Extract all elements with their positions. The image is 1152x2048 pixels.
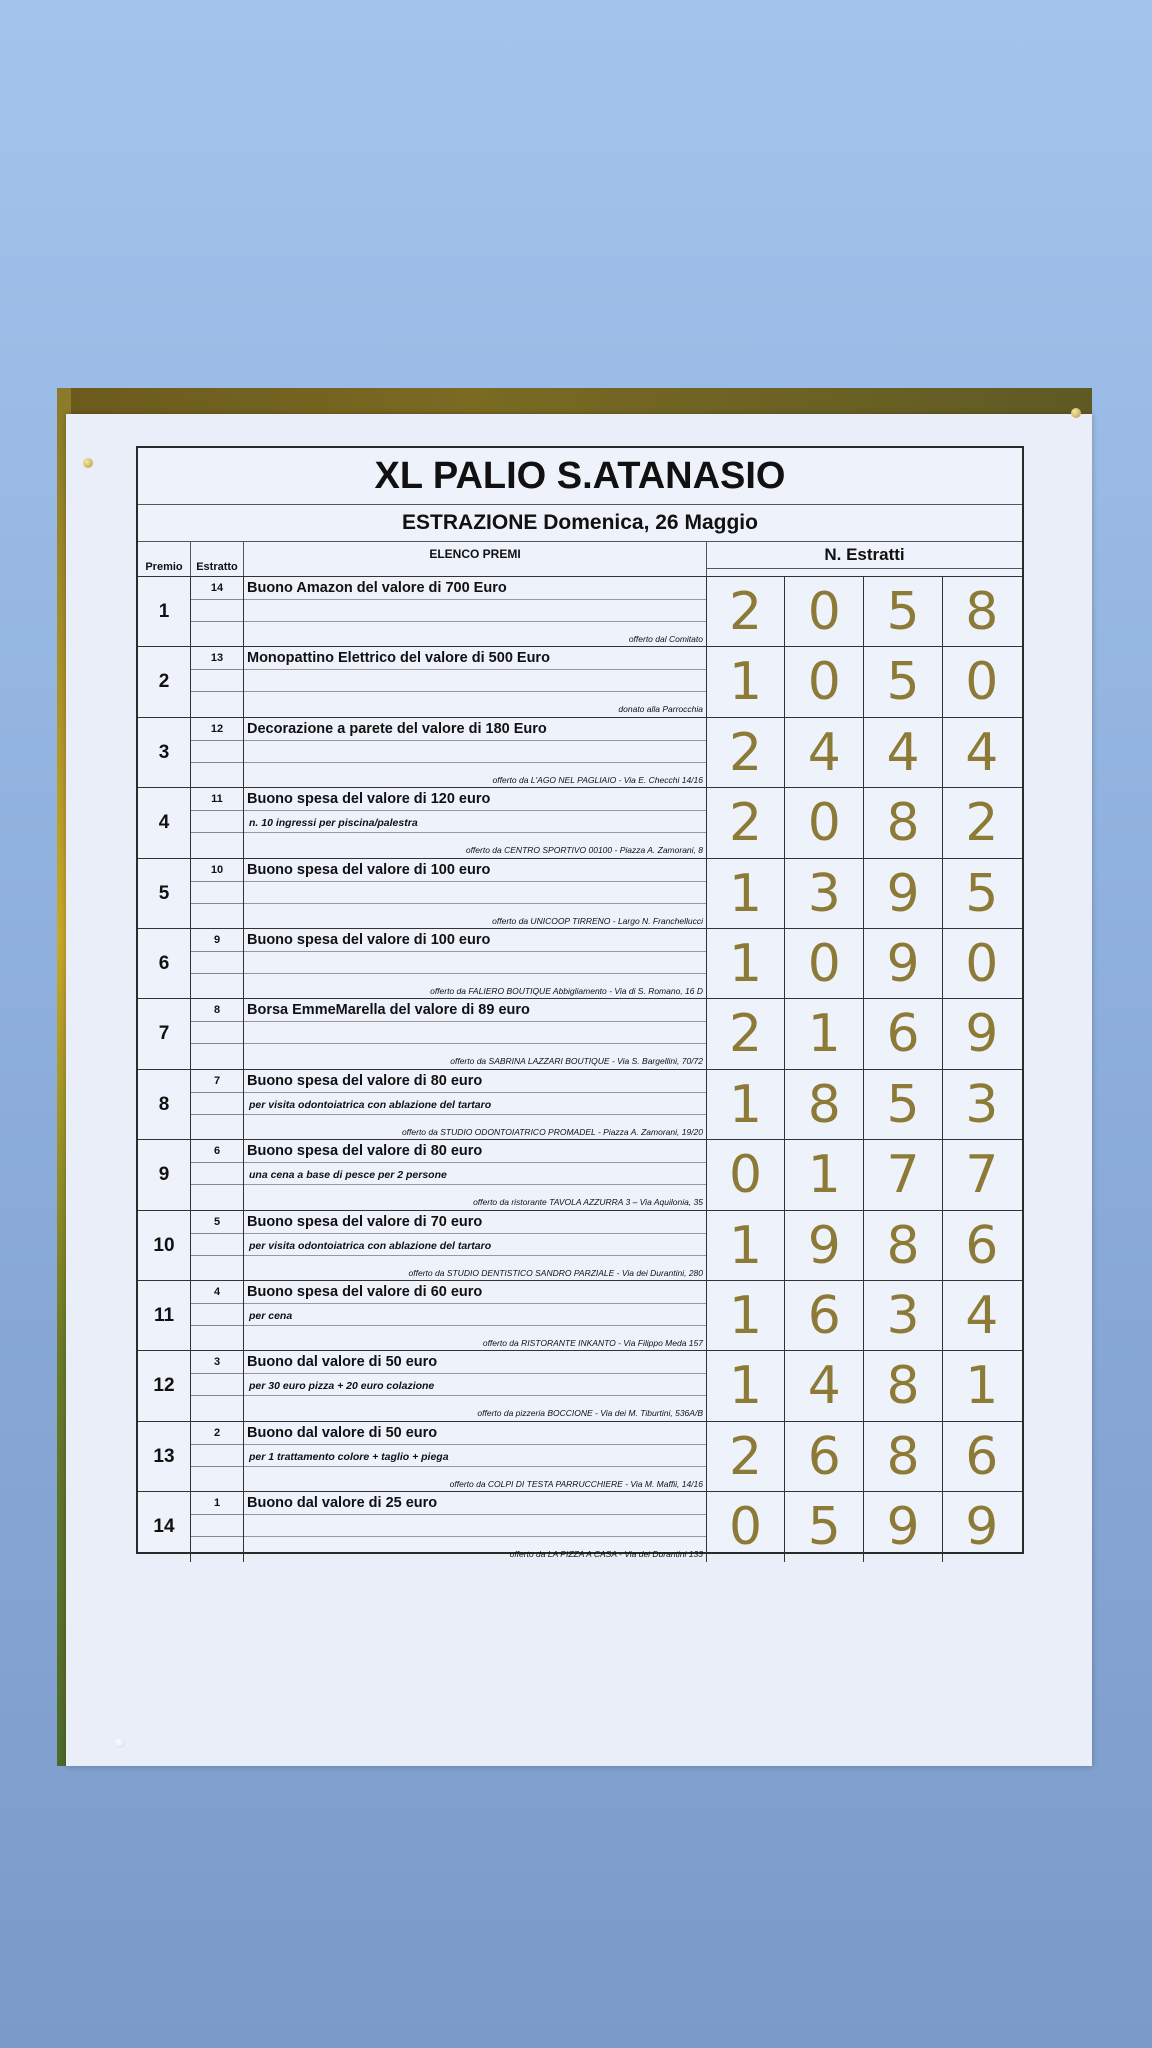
draw-order-cell xyxy=(191,1422,244,1492)
prize-rank: 12 xyxy=(138,1351,191,1421)
table-row xyxy=(138,1350,1022,1421)
rule-line xyxy=(244,1373,706,1374)
table-row xyxy=(138,1069,1022,1140)
rule-line xyxy=(191,1325,243,1326)
drawn-digit: 2 xyxy=(707,999,785,1069)
prize-donor: offerto da LA PIZZA A CASA - Via dei Durantini 133 xyxy=(509,1549,703,1560)
draw-order-cell xyxy=(191,788,244,858)
drawn-digit: 1 xyxy=(707,647,785,717)
prize-rank: 4 xyxy=(138,788,191,858)
prize-donor: offerto da RISTORANTE INKANTO - Via Filippo Meda 157 xyxy=(482,1338,703,1348)
rule-line xyxy=(191,1233,243,1234)
drawn-digit: 0 xyxy=(786,577,864,647)
prize-rank: 10 xyxy=(138,1211,191,1281)
rule-line xyxy=(244,973,706,974)
prize-note: n. 10 ingressi per piscina/palestra xyxy=(249,817,418,830)
column-header-elenco-premi: ELENCO PREMI xyxy=(244,542,707,578)
prize-description-cell xyxy=(244,1492,707,1562)
prize-rank: 14 xyxy=(138,1492,191,1562)
draw-order: 6 xyxy=(213,1145,221,1158)
rule-line xyxy=(244,669,706,670)
prize-title: Buono spesa del valore di 80 euro xyxy=(247,1143,483,1160)
prize-description-cell xyxy=(244,1281,707,1351)
draw-order: 8 xyxy=(213,1004,221,1017)
page-title: XL PALIO S.ATANASIO xyxy=(138,448,1022,505)
rule-line xyxy=(244,951,706,952)
drawn-digit: 4 xyxy=(965,722,999,783)
rule-line xyxy=(244,1255,706,1256)
drawn-digit: 5 xyxy=(865,647,943,717)
column-header-numeri-estratti: N. Estratti xyxy=(707,542,1022,569)
prize-note: per 30 euro pizza + 20 euro colazione xyxy=(249,1380,435,1393)
prize-title: Buono spesa del valore di 120 euro xyxy=(247,791,491,808)
prize-title: Buono dal valore di 25 euro xyxy=(247,1495,438,1512)
rule-line xyxy=(191,1444,243,1445)
rule-line xyxy=(191,1536,243,1537)
rule-line xyxy=(244,621,706,622)
prize-title: Buono spesa del valore di 70 euro xyxy=(247,1213,483,1230)
prize-title: Buono spesa del valore di 100 euro xyxy=(247,861,491,878)
rule-line xyxy=(191,1466,243,1467)
prize-rank: 8 xyxy=(138,1070,191,1140)
draw-order: 10 xyxy=(210,863,224,876)
rule-line xyxy=(244,1303,706,1304)
prize-title: Buono spesa del valore di 100 euro xyxy=(247,932,491,948)
prize-note: per visita odontoiatrica con ablazione del tartaro xyxy=(249,1098,492,1111)
draw-order-cell xyxy=(191,1492,244,1562)
rule-line xyxy=(244,1233,706,1234)
prize-title: Buono Amazon del valore di 700 Euro xyxy=(247,580,507,596)
drawn-digit: 7 xyxy=(865,1140,943,1210)
rule-line xyxy=(244,1514,706,1515)
table-row xyxy=(138,1421,1022,1492)
draw-order: 1 xyxy=(213,1497,221,1510)
prize-rank: 1 xyxy=(138,577,191,647)
prize-rank: 2 xyxy=(138,647,191,717)
prize-donor: offerto da COLPI DI TESTA PARRUCCHIERE - Via M. Maffii, 14/16 xyxy=(449,1478,703,1489)
drawn-digit: 0 xyxy=(965,652,999,713)
rule-line xyxy=(244,599,706,600)
rule-line xyxy=(191,810,243,811)
rule-line xyxy=(244,1325,706,1326)
pin-icon xyxy=(1071,408,1081,418)
drawn-digit: 8 xyxy=(786,1070,864,1140)
prize-description-cell xyxy=(244,647,707,717)
rule-line xyxy=(244,1092,706,1093)
drawn-digit: 2 xyxy=(707,577,785,647)
prize-description-cell xyxy=(244,999,707,1069)
rule-line xyxy=(191,951,243,952)
drawn-digit: 6 xyxy=(965,1215,999,1276)
rule-line xyxy=(191,1373,243,1374)
rule-line xyxy=(244,1043,706,1044)
drawn-digit: 3 xyxy=(865,1281,943,1351)
drawn-digit: 6 xyxy=(786,1281,864,1351)
prize-description-cell xyxy=(244,929,707,999)
drawn-digit: 3 xyxy=(786,859,864,929)
draw-order-cell xyxy=(191,1351,244,1421)
rule-line xyxy=(191,762,243,763)
drawn-digit: 1 xyxy=(707,929,785,999)
drawn-digit: 1 xyxy=(786,999,864,1069)
prize-description-cell xyxy=(244,1140,707,1210)
rule-line xyxy=(191,669,243,670)
drawn-digit: 2 xyxy=(707,1422,785,1492)
prize-rank: 6 xyxy=(138,929,191,999)
drawn-digit: 1 xyxy=(707,859,785,929)
draw-order-cell xyxy=(191,647,244,717)
rule-line xyxy=(244,762,706,763)
draw-order-cell xyxy=(191,859,244,929)
rule-line xyxy=(244,1466,706,1467)
rule-line xyxy=(191,881,243,882)
drawn-digit: 7 xyxy=(965,1145,999,1206)
draw-order-cell xyxy=(191,999,244,1069)
prize-rank: 3 xyxy=(138,718,191,788)
prize-title: Borsa EmmeMarella del valore di 89 euro xyxy=(247,1002,530,1019)
drawn-digit: 3 xyxy=(965,1074,999,1135)
rule-line xyxy=(244,1184,706,1185)
prize-rank: 13 xyxy=(138,1422,191,1492)
prize-description-cell xyxy=(244,1211,707,1281)
prize-title: Decorazione a parete del valore di 180 Euro xyxy=(247,720,547,737)
prize-rank: 7 xyxy=(138,999,191,1069)
table-row xyxy=(138,646,1022,717)
table-row xyxy=(138,858,1022,929)
rule-line xyxy=(191,903,243,904)
draw-order: 12 xyxy=(210,722,224,735)
prize-note: per visita odontoiatrica con ablazione del tartaro xyxy=(249,1239,492,1252)
draw-order-cell xyxy=(191,1211,244,1281)
draw-order: 9 xyxy=(213,934,221,946)
rule-line xyxy=(244,1395,706,1396)
drawn-digit: 8 xyxy=(865,1211,943,1281)
rule-line xyxy=(191,1021,243,1022)
rule-line xyxy=(191,691,243,692)
prize-rank: 9 xyxy=(138,1140,191,1210)
prize-donor: offerto da STUDIO DENTISTICO SANDRO PARZIALE - Via dei Durantini, 280 xyxy=(408,1267,703,1278)
rule-line xyxy=(244,740,706,741)
prize-table xyxy=(136,446,1024,1560)
rule-line xyxy=(244,1444,706,1445)
prize-donor: offerto da ristorante TAVOLA AZZURRA 3 – Via Aquilonia, 35 xyxy=(473,1197,703,1208)
rule-line xyxy=(191,740,243,741)
rule-line xyxy=(244,832,706,833)
draw-order: 5 xyxy=(213,1215,221,1228)
rule-line xyxy=(191,1043,243,1044)
prize-donor: offerto da pizzeria BOCCIONE - Via dei M. Tiburtini, 536A/B xyxy=(477,1408,703,1419)
prize-donor: offerto da CENTRO SPORTIVO 00100 - Piazza A. Zamorani, 8 xyxy=(465,845,703,856)
drawn-digit: 0 xyxy=(786,788,864,858)
rule-line xyxy=(244,1114,706,1115)
draw-order: 14 xyxy=(210,582,224,594)
draw-order-cell xyxy=(191,929,244,999)
draw-order: 2 xyxy=(213,1426,221,1439)
table-row xyxy=(138,576,1022,647)
prize-description-cell xyxy=(244,718,707,788)
drawn-digit: 0 xyxy=(707,1492,785,1562)
prize-donor: offerto da STUDIO ODONTOIATRICO PROMADEL - Piazza A. Zamorani, 19/20 xyxy=(401,1126,703,1137)
prize-title: Buono dal valore di 50 euro xyxy=(247,1354,438,1371)
prize-title: Monopattino Elettrico del valore di 500 Euro xyxy=(247,650,550,667)
draw-order: 7 xyxy=(213,1074,221,1087)
prize-rank: 5 xyxy=(138,859,191,929)
prize-description-cell xyxy=(244,859,707,929)
drawn-digit: 0 xyxy=(786,929,864,999)
drawn-digit: 4 xyxy=(786,1351,864,1421)
prize-note: una cena a base di pesce per 2 persone xyxy=(249,1169,447,1182)
rule-line xyxy=(191,621,243,622)
rule-line xyxy=(191,1514,243,1515)
draw-order: 11 xyxy=(211,793,223,806)
drawn-digit: 8 xyxy=(865,1351,943,1421)
drawn-digit: 6 xyxy=(965,1426,999,1487)
prize-donor: offerto da FALIERO BOUTIQUE Abbigliamento - Via di S. Romano, 16 D xyxy=(430,986,703,996)
drawn-digit: 9 xyxy=(865,1492,943,1562)
drawn-digit: 1 xyxy=(707,1211,785,1281)
drawn-digit: 0 xyxy=(965,934,999,994)
prize-donor: offerto da SABRINA LAZZARI BOUTIQUE - Via S. Bargellini, 70/72 xyxy=(450,1056,703,1067)
column-header-estratto: Estratto xyxy=(191,542,244,578)
rule-line xyxy=(191,1092,243,1093)
rule-line xyxy=(191,1162,243,1163)
draw-order: 4 xyxy=(213,1286,221,1298)
table-row xyxy=(138,1491,1022,1562)
draw-order-cell xyxy=(191,577,244,647)
pin-icon xyxy=(115,1738,125,1748)
drawn-digit: 0 xyxy=(786,647,864,717)
prize-note: per 1 trattamento colore + taglio + piega xyxy=(249,1450,449,1463)
table-row xyxy=(138,998,1022,1069)
draw-order-cell xyxy=(191,1281,244,1351)
rule-line xyxy=(244,1536,706,1537)
table-row xyxy=(138,1280,1022,1351)
drawn-digit: 9 xyxy=(865,859,943,929)
rule-line xyxy=(191,599,243,600)
rule-line xyxy=(191,1395,243,1396)
draw-order-cell xyxy=(191,1070,244,1140)
drawn-digit: 5 xyxy=(865,577,943,647)
column-header-premio: Premio xyxy=(138,542,191,578)
prize-title: Buono spesa del valore di 60 euro xyxy=(247,1284,483,1300)
prize-description-cell xyxy=(244,577,707,647)
drawn-digit: 2 xyxy=(707,788,785,858)
drawn-digit: 9 xyxy=(865,929,943,999)
prize-rank: 11 xyxy=(138,1281,191,1351)
rule-line xyxy=(191,1114,243,1115)
drawn-digit: 2 xyxy=(707,718,785,788)
prize-title: Buono spesa del valore di 80 euro xyxy=(247,1072,483,1089)
prize-description-cell xyxy=(244,1070,707,1140)
prize-description-cell xyxy=(244,788,707,858)
drawn-digit: 5 xyxy=(965,863,999,924)
prize-description-cell xyxy=(244,1422,707,1492)
drawn-digit: 9 xyxy=(965,1004,999,1065)
draw-order-cell xyxy=(191,1140,244,1210)
rule-line xyxy=(191,1184,243,1185)
drawn-digit: 8 xyxy=(865,1422,943,1492)
pin-icon xyxy=(83,458,93,468)
prize-description-cell xyxy=(244,1351,707,1421)
rule-line xyxy=(244,903,706,904)
drawn-digit: 4 xyxy=(965,1286,999,1346)
drawn-digit: 1 xyxy=(707,1281,785,1351)
drawn-digit: 2 xyxy=(965,793,999,854)
drawn-digit: 6 xyxy=(786,1422,864,1492)
prize-donor: offerto da UNICOOP TIRRENO - Largo N. Franchellucci xyxy=(492,915,703,926)
drawn-digit: 8 xyxy=(965,582,999,642)
draw-date: ESTRAZIONE Domenica, 26 Maggio xyxy=(138,505,1022,542)
drawn-digit: 1 xyxy=(707,1351,785,1421)
rule-line xyxy=(244,1021,706,1022)
drawn-digit: 4 xyxy=(865,718,943,788)
drawn-digit: 1 xyxy=(965,1356,999,1417)
rule-line xyxy=(244,1162,706,1163)
rule-line xyxy=(244,810,706,811)
drawn-digit: 6 xyxy=(865,999,943,1069)
rule-line xyxy=(244,881,706,882)
prize-donor: offerto da L'AGO NEL PAGLIAIO - Via E. Checchi 14/16 xyxy=(492,774,703,785)
rule-line xyxy=(244,691,706,692)
draw-order: 3 xyxy=(213,1356,221,1369)
drawn-digit: 8 xyxy=(865,788,943,858)
rule-line xyxy=(191,1255,243,1256)
draw-order: 13 xyxy=(210,652,224,665)
draw-order-cell xyxy=(191,718,244,788)
table-row xyxy=(138,1210,1022,1281)
table-row xyxy=(138,928,1022,999)
drawn-digit: 1 xyxy=(786,1140,864,1210)
drawn-digit: 1 xyxy=(707,1070,785,1140)
rule-line xyxy=(191,832,243,833)
prize-donor: donato alla Parrocchia xyxy=(618,704,703,715)
prize-note: per cena xyxy=(249,1310,293,1322)
rule-line xyxy=(191,973,243,974)
drawn-digit: 5 xyxy=(786,1492,864,1562)
table-row xyxy=(138,717,1022,788)
drawn-digit: 4 xyxy=(786,718,864,788)
drawn-digit: 9 xyxy=(786,1211,864,1281)
rule-line xyxy=(191,1303,243,1304)
table-row xyxy=(138,787,1022,858)
prize-donor: offerto dal Comitato xyxy=(628,634,703,644)
table-row xyxy=(138,1139,1022,1210)
prize-title: Buono dal valore di 50 euro xyxy=(247,1424,438,1441)
drawn-digit: 0 xyxy=(707,1140,785,1210)
drawn-digit: 5 xyxy=(865,1070,943,1140)
drawn-digit: 9 xyxy=(965,1497,999,1558)
